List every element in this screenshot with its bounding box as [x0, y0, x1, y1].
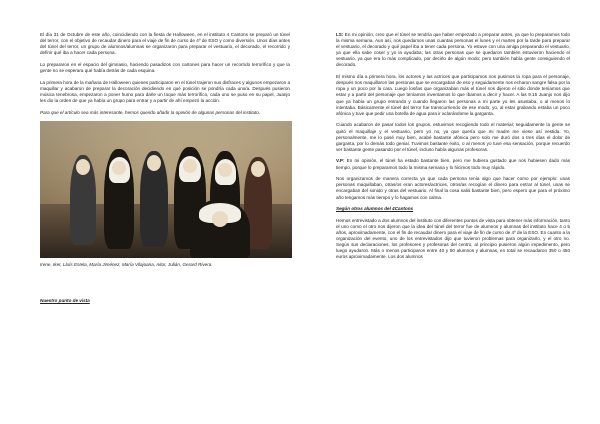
photo-caption: Irene, Iker, Lluís Estela, María Jiménez, María Vilajoana, Aitor, Julián, Gerard Rivera. — [40, 262, 213, 268]
paragraph-interview: Hemos entrevistado a dos alumnos del instituto con diferentes puntos de vista para obtener más información, tanto el uno como el otro nos dijeron que la idea del túnel del terror fue de alumnos y alumnas del instituto hace 4 o 5 años, aproximadamente, con el fin de recaudar dinero para el viaje de fin de curso de 4º de la ESO. En cuanto a la organización del evento, uno de los entrevistados dijo que tuvieron problemas para organizarlo, y el otro no. Según sus declaraciones, los profesores y profesoras del centro, al principio pusieron algún impedimento, pero luego ayudaron. Más o menos participaron entre 40 y 50 alumnos y alumnas, en total se recaudaron 350 o 450 euros aproximadamente. Los dos alumnos — [336, 217, 570, 260]
vp-text: En mi opinión, el túnel ha estado bastante bien, pero me hubiera gustado que nos hubiesen dado más tiempo, porque lo preparamos todo la misma semana y lo hicimos todo muy rápido. — [336, 158, 570, 170]
group-photo — [40, 121, 292, 258]
opinion-intro: Para que el artículo sea más interesante, hemos querido añadir la opinión de algunas personas del instituto. — [40, 109, 261, 115]
ls-label: LS: — [336, 32, 344, 37]
paragraph-morning: La primera hora de la mañana de Halloween quienes participaron en el túnel trajeron sus disfraces y algunos empezaron a maquillar y acabaron de preparar la decoración decidiendo en qué posición se pondría cada uno/a. Después pusieron música tenebrosa, empezaron a poner humo para darle un toque más terrorífico, cada uno se puso en su papel, Juanjo les dio la orden de que ya había un grupo para entrar y a partir de ahí empezó la acción. — [40, 79, 290, 104]
ls-text: En mi opinión, creo que el túnel se tendría que haber empezado a preparar antes, ya que lo preparamos todo la misma semana. Aun así, nos quedamos unas cuantas personas el lunes y el martes por la tarde para preparar el vestuario, el decorado y qué papel iba a tener cada persona. Yo estuve con una amiga preparando el vestuario, ya que ella sabe coser y yo la ayudaba; las otras personas que se quedaron también estuvieron haciendo el vestuario, ya que era lo más complicado, por decirlo de algún modo; pero también había gente consiguiendo el decorado. — [336, 32, 570, 68]
section-heading: Nuestro punto de vista — [40, 298, 90, 304]
left-column — [40, 32, 290, 305]
vp-label: V.P: — [336, 158, 345, 164]
paragraph-ls — [336, 32, 570, 69]
section-heading-others: Según otros alumnos del 4Cantons — [336, 206, 414, 212]
paragraph-vp — [336, 158, 570, 170]
paragraph-preparation: Lo prepararon en el espacio del gimnasio, haciendo pasadizos con cartones para hacer un recorrido terrorífico y que la gente no se esperara qué había detrás de cada esquina. — [40, 61, 290, 74]
right-column — [336, 32, 570, 266]
paragraph-same-day: El mismo día a primera hora, los actores y las actrices que participamos nos pusimos la ropa para el personaje, después nos maquillaron las personas que se encargaban de eso y seguidamente nos echaron sangre falsa por la ropa y un poco por la cara. Luego los/las que organizaban más el túnel nos dijeron el sitio donde teníamos que estar y a partir del personaje que teníamos inventamos lo que íbamos a decir y hacer. A las 9.15 Juanjo nos dijo que ya había un grupo entrando y cuando llegaron las personas a mi parte yo les asustaba, o al menos lo intentaba. Básicamente el túnel del terror fue transcurriendo de ese modo, yo, al estar grabando estaba un poco afónica y tuve que pedir una botella de agua para ir aclarándome la garganta. — [336, 74, 570, 116]
paragraph-cleanup: Cuando acabaron de pasar todos los grupos, estuvimos recogiendo todo el material; seguidamente la gente se quitó el maquillaje y el vestuario, pero yo no, ya que quería que mi madre me viese así vestida. Yo, personalmente, me lo pasé muy bien, acabé bastante afónica pero solo me duró dos o tres días el dolor de garganta, por lo demás todo genial. Tuvimos bastante éxito, o al menos yo tuve esa sensación, porque recuerdo ver bastante gente pasando por el túnel, incluso había algunas profesoras. — [336, 122, 570, 152]
paragraph-organization: Nos organizamos de manera correcta ya que cada persona tenía algo que hacer como por ejemplo: unas personas maquillaban, otras/os eran actores/actrices, otros/as recogían el dinero para entrar al túnel, unas se encargaban del sonido y otras del vestuario. Al final la cosa salió bastante bien, pero espero que para el próximo año tengamos más tiempo y lo hagamos con calma. — [336, 176, 570, 200]
paragraph-intro: El día 31 de Octubre de este año, coincidiendo con la fiesta de Halloween, en el instituto 4 Cantons se preparó un túnel del terror, con el objetivo de recaudar dinero para el viaje de fin de curso de 4º de ESO y como diversión. Unos días antes del túnel del terror, un grupo de alumnos/alumnas se organizaron para preparar el vestuario, el decorado, el recorrido y definir qué iba a hacer cada persona. — [40, 32, 290, 56]
